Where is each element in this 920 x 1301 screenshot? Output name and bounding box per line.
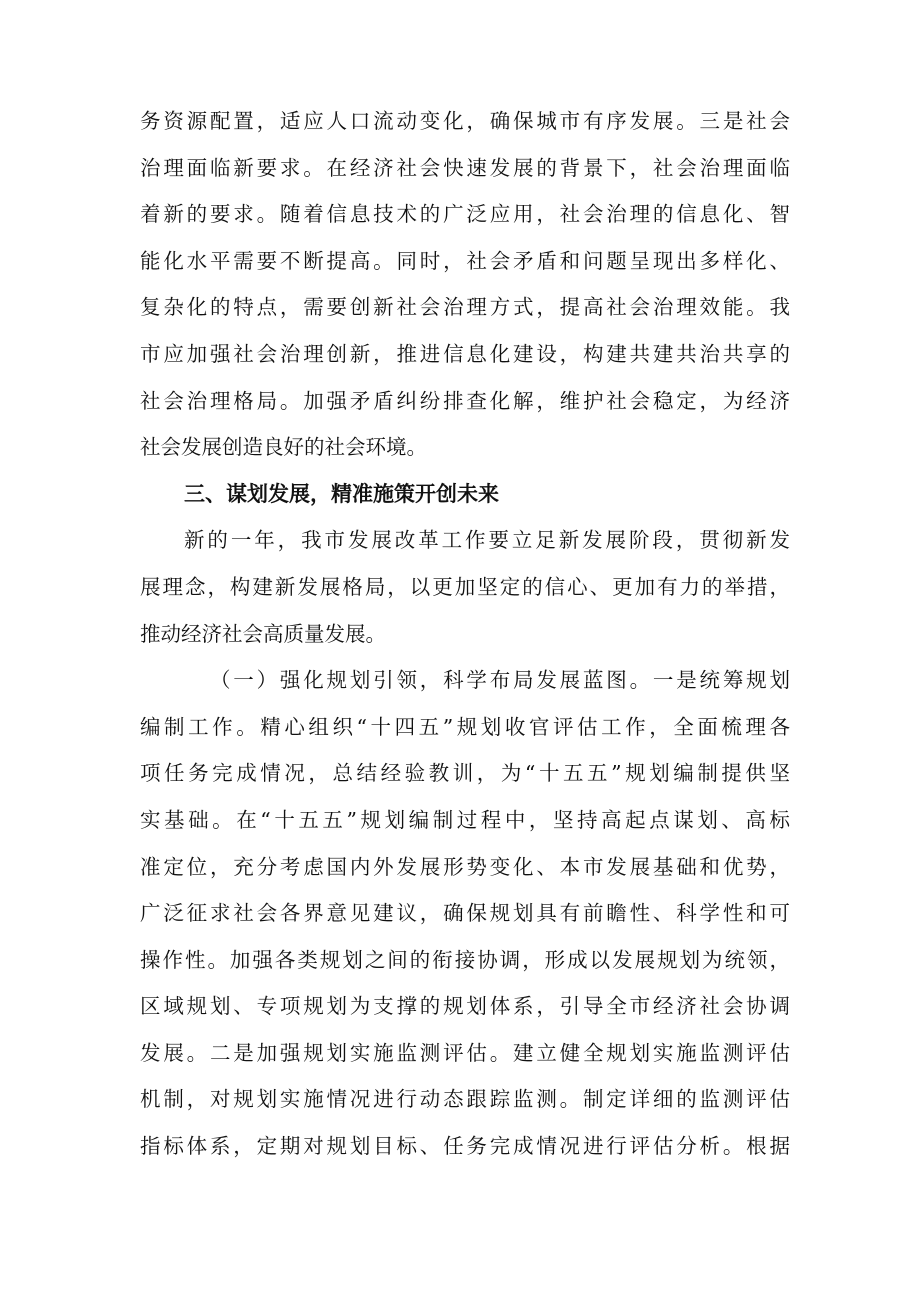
body-line: 着新的要求。随着信息技术的广泛应用，社会治理的信息化、智 [140,202,790,227]
body-line: 社会发展创造良好的社会环境。 [140,435,427,460]
body-line: 社会治理格局。加强矛盾纠纷排查化解，维护社会稳定，为经济 [140,388,790,413]
body-line: 展理念，构建新发展格局，以更加坚定的信心、更加有力的举措， [140,574,790,599]
body-line: 治理面临新要求。在经济社会快速发展的背景下，社会治理面临 [140,155,790,180]
body-line: 机制，对规划实施情况进行动态跟踪监测。制定详细的监测评估 [140,1087,790,1112]
body-line: 发展。二是加强规划实施监测评估。建立健全规划实施监测评估 [140,1040,790,1065]
body-line: 广泛征求社会各界意见建议，确保规划具有前瞻性、科学性和可 [140,901,790,926]
body-line: 市应加强社会治理创新，推进信息化建设，构建共建共治共享的 [140,341,790,366]
subsection-first-line: （一）强化规划引领，科学布局发展蓝图。一是统筹规划 [210,668,790,693]
paragraph-first-line: 新的一年，我市发展改革工作要立足新发展阶段，贯彻新发 [184,528,790,553]
body-line: 务资源配置，适应人口流动变化，确保城市有序发展。三是社会 [140,109,790,133]
body-line: 操作性。加强各类规划之间的衔接协调，形成以发展规划为统领， [140,947,790,972]
body-line: 编制工作。精心组织“十四五”规划收官评估工作，全面梳理各 [140,714,790,739]
body-line: 复杂化的特点，需要创新社会治理方式，提高社会治理效能。我 [140,295,790,320]
body-line: 准定位，充分考虑国内外发展形势变化、本市发展基础和优势， [140,854,790,879]
body-line: 项任务完成情况，总结经验教训，为“十五五”规划编制提供坚 [140,761,790,786]
body-line: 指标体系，定期对规划目标、任务完成情况进行评估分析。根据 [140,1134,790,1159]
body-line: 推动经济社会高质量发展。 [140,621,386,646]
section-heading: 三、谋划发展，精准施策开创未来 [184,481,499,506]
document-body [140,98,790,1170]
body-line: 能化水平需要不断提高。同时，社会矛盾和问题呈现出多样化、 [140,248,790,273]
body-line: 实基础。在“十五五”规划编制过程中，坚持高起点谋划、高标 [140,807,790,832]
body-line: 区域规划、专项规划为支撑的规划体系，引导全市经济社会协调 [140,994,790,1019]
